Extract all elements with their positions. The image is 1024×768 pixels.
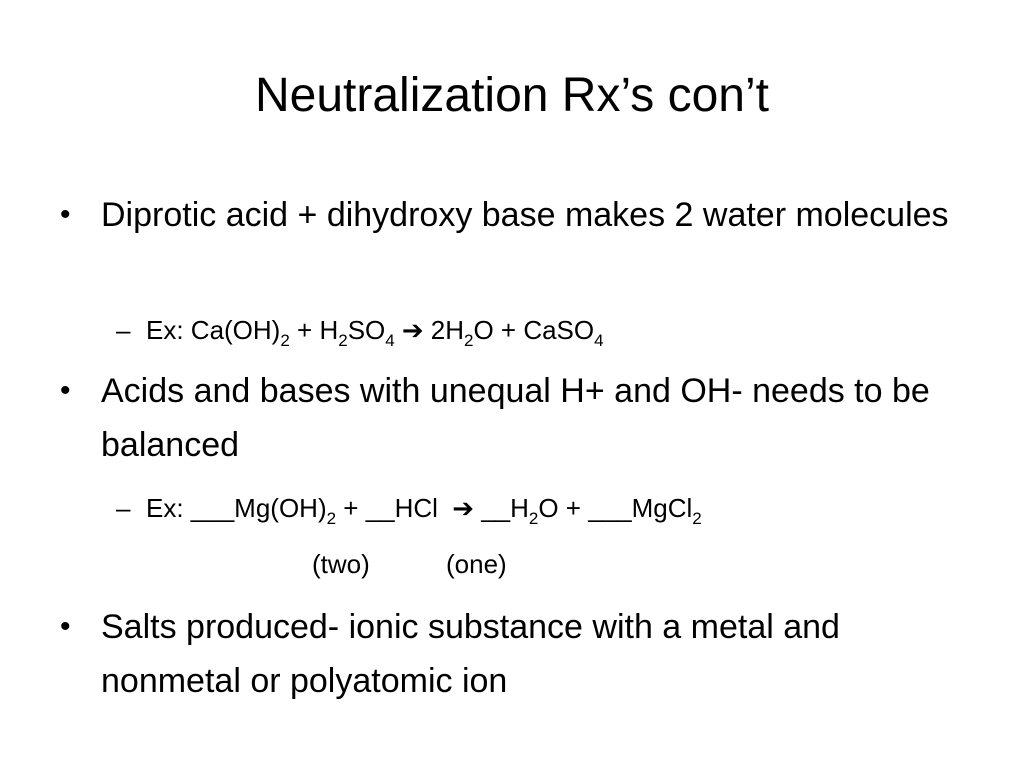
- bullet-marker: •: [60, 374, 71, 407]
- slide-title: Neutralization Rx’s con’t: [254, 69, 769, 122]
- equation-text: Ex: Ca(OH): [146, 315, 281, 345]
- sub-bullet-1: [116, 312, 956, 348]
- bullet-3-text: Salts produced- ionic substance with a metal and nonmetal or polyatomic ion: [101, 608, 840, 700]
- bullet-marker: •: [60, 610, 71, 643]
- arrow-icon: ➔: [452, 493, 475, 523]
- equation-text: 2H: [430, 315, 464, 345]
- subscript: 4: [594, 331, 604, 350]
- equation-text: + H: [289, 315, 339, 345]
- bullet-marker: •: [60, 198, 71, 231]
- subscript: 4: [385, 331, 395, 350]
- arrow-icon: ➔: [401, 315, 424, 345]
- bullet-2-text: Acids and bases with unequal H+ and OH- needs to be balanced: [101, 372, 930, 464]
- annotation-two: (two): [312, 549, 370, 579]
- subscript: 2: [280, 331, 290, 350]
- sub-bullet-2: [116, 490, 956, 526]
- sub-bullet-dash: –: [116, 493, 131, 523]
- equation-text: SO: [347, 315, 386, 345]
- bullet-1-text: Diprotic acid + dihydroxy base makes 2 water molecules: [101, 196, 949, 234]
- subscript: 2: [528, 509, 539, 528]
- equation-text: Ex: ___Mg(OH): [146, 493, 327, 523]
- equation-text: __H: [481, 493, 529, 523]
- subscript: 2: [326, 509, 337, 528]
- sub-bullet-dash: –: [116, 315, 131, 345]
- subscript: 2: [338, 331, 348, 350]
- subscript: 2: [692, 509, 702, 528]
- equation-text: O + CaSO: [473, 315, 595, 345]
- subscript: 2: [464, 331, 474, 350]
- equation-text: + __HCl: [336, 493, 446, 523]
- equation-text: O + ___MgCl: [538, 493, 693, 523]
- annotation-one: (one): [446, 549, 507, 579]
